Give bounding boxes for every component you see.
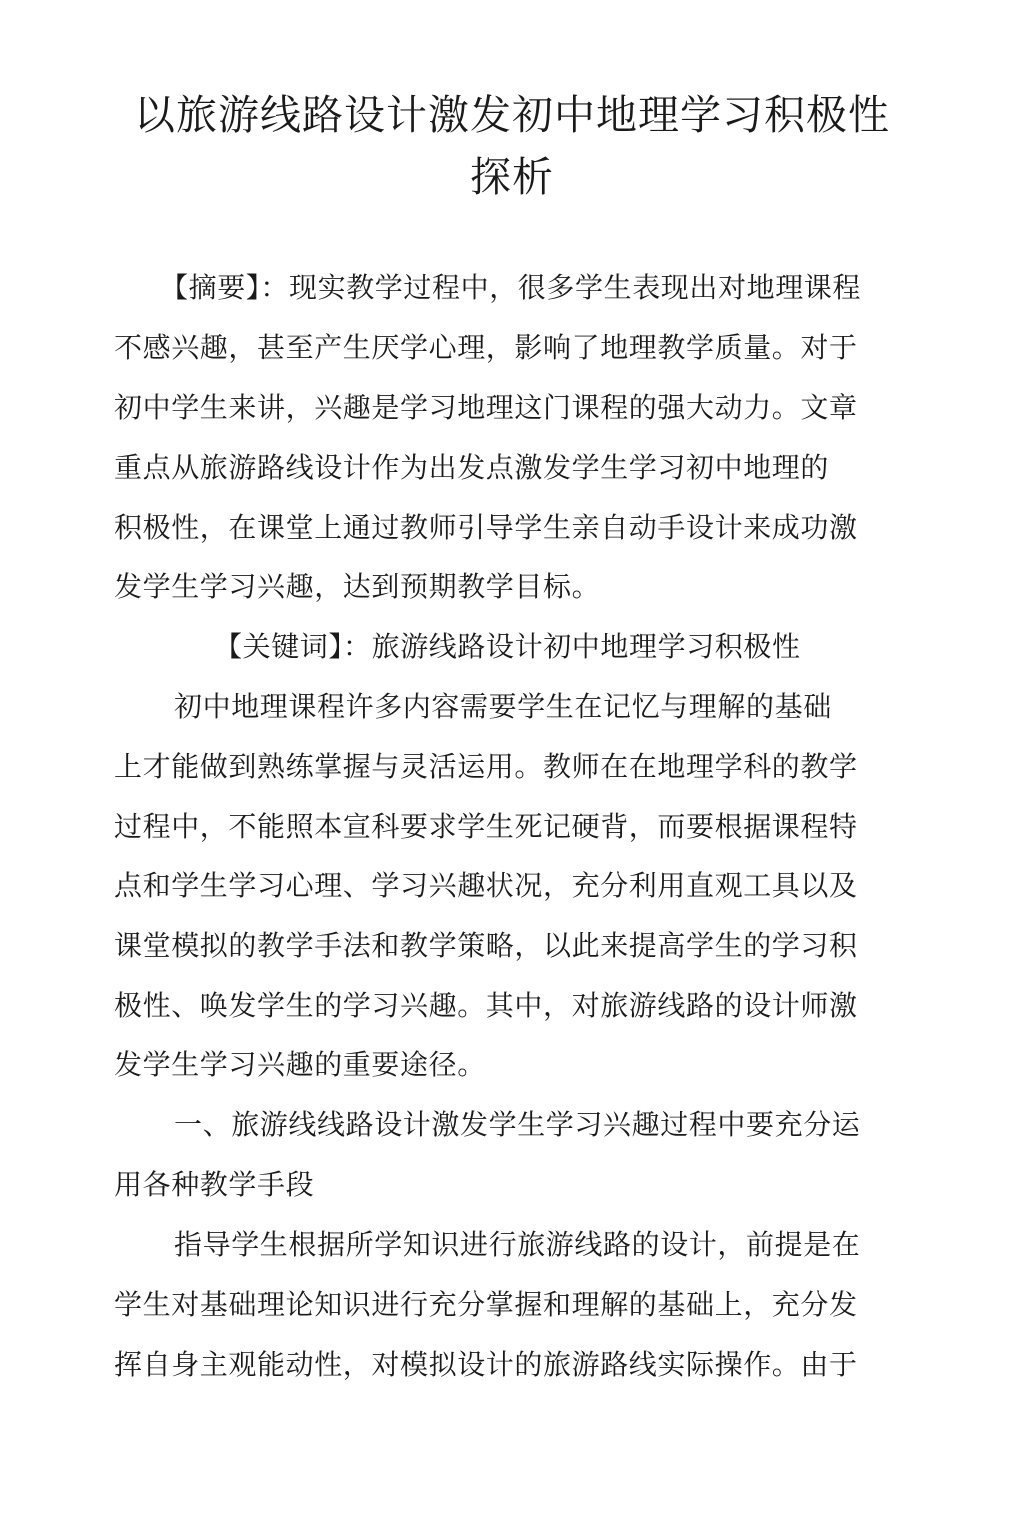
abstract-line-2: 不感兴趣，甚至产生厌学心理，影响了地理教学质量。对于 <box>114 331 858 364</box>
intro-line-5: 课堂模拟的教学手法和教学策略，以此来提高学生的学习积 <box>114 929 858 962</box>
keywords-line: 【关键词】：旅游线路设计初中地理学习积极性 <box>214 630 801 663</box>
intro-line-2: 上才能做到熟练掌握与灵活运用。教师在在地理学科的教学 <box>114 750 858 783</box>
intro-line-1: 初中地理课程许多内容需要学生在记忆与理解的基础 <box>174 690 832 723</box>
title-line-1: 以旅游线路设计激发初中地理学习积极性 <box>134 91 890 139</box>
abstract-line-6: 发学生学习兴趣，达到预期教学目标。 <box>114 570 601 603</box>
document-title <box>112 84 912 208</box>
intro-line-3: 过程中，不能照本宣科要求学生死记硬背，而要根据课程特 <box>114 810 858 843</box>
abstract-line-3: 初中学生来讲，兴趣是学习地理这门课程的强大动力。文章 <box>114 391 858 424</box>
section1-body-line-1: 指导学生根据所学知识进行旅游线路的设计，前提是在 <box>174 1228 861 1261</box>
abstract-line-1: 【摘要】：现实教学过程中，很多学生表现出对地理课程 <box>160 271 862 304</box>
title-line-2: 探析 <box>470 153 554 201</box>
section1-heading-line-2: 用各种教学手段 <box>114 1168 315 1201</box>
section1-body-line-2: 学生对基础理论知识进行充分掌握和理解的基础上，充分发 <box>114 1288 858 1321</box>
section1-heading-line-1: 一、旅游线线路设计激发学生学习兴趣过程中要充分运 <box>174 1108 861 1141</box>
abstract-line-4: 重点从旅游路线设计作为出发点激发学生学习初中地理的 <box>114 451 830 484</box>
section1-body-line-3: 挥自身主观能动性，对模拟设计的旅游路线实际操作。由于 <box>114 1348 858 1381</box>
intro-line-7: 发学生学习兴趣的重要途径。 <box>114 1048 486 1081</box>
abstract-line-5: 积极性，在课堂上通过教师引导学生亲自动手设计来成功激 <box>114 511 858 544</box>
intro-line-6: 极性、唤发学生的学习兴趣。其中，对旅游线路的设计师激 <box>114 989 858 1022</box>
intro-line-4: 点和学生学习心理、学习兴趣状况，充分利用直观工具以及 <box>114 869 858 902</box>
